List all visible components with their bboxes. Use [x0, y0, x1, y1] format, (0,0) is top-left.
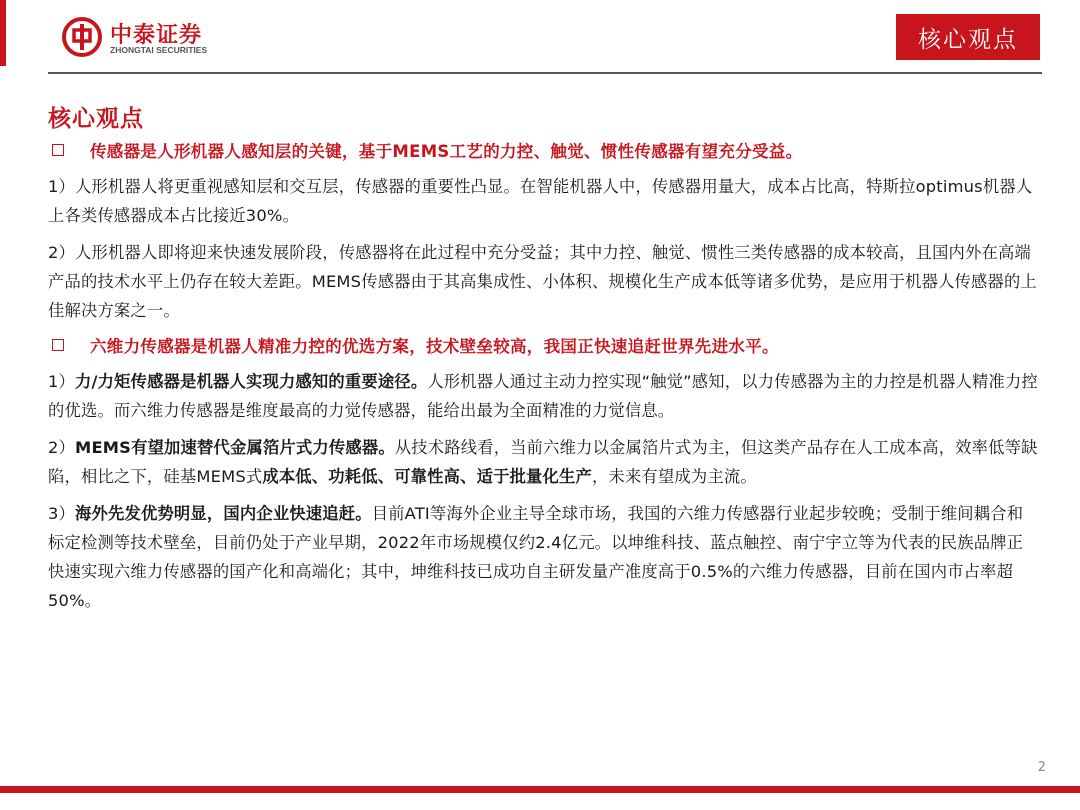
logo-mark-icon [62, 17, 102, 57]
paragraph-prefix: 1） [48, 372, 76, 391]
footer-bar [0, 786, 1080, 793]
square-bullet-icon [52, 144, 64, 156]
paragraph-prefix: 3） [48, 504, 76, 523]
paragraph-bold-lead: 力/力矩传感器是机器人实现力感知的重要途径。 [75, 372, 428, 391]
paragraph-bold-lead: MEMS有望加速替代金属箔片式力传感器。 [75, 438, 395, 457]
paragraph [48, 499, 1038, 615]
paragraph [48, 433, 1038, 491]
paragraph-bold-lead: 海外先发优势明显，国内企业快速追赶。 [75, 504, 372, 523]
company-logo [62, 17, 222, 61]
paragraph-text: 1）人形机器人将更重视感知层和交互层，传感器的重要性凸显。在智能机器人中，传感器用量大，成本占比高，特斯拉optimus机器人上各类传感器成本占比接近30%。 [48, 177, 1033, 225]
paragraph-text: 目前ATI等海外企业主导全球市场，我国的六维力传感器行业起步较晚；受制于维间耦合和标定检测等技术壁垒，目前仍处于产业早期，2022年市场规模仅约2.4亿元。以坤维科技、蓝点触控、南宁宇立等为代表的民族品牌正快速实现六维力传感器的国产化和高端化；其中，坤维科技已成功自主研发量产准度高于0.5%的六维力传感器，目前在国内市占率超50%。 [48, 504, 1024, 610]
bullet-heading [48, 333, 1038, 357]
paragraph-text: 人形机器人通过主动力控实现“触觉”感知，以力传感器为主的力控是机器人精准力控的优选。而六维力传感器是维度最高的力觉传感器，能给出最为全面精准的力觉信息。 [48, 372, 1038, 420]
paragraph-text: 2）人形机器人即将迎来快速发展阶段，传感器将在此过程中充分受益；其中力控、触觉、惯性三类传感器的成本较高，且国内外在高端产品的技术水平上仍存在较大差距。MEMS传感器由于其高集成性、小体积、规模化生产成本低等诸多优势，是应用于机器人传感器的上佳解决方案之一。 [48, 243, 1037, 320]
paragraph [48, 238, 1038, 325]
paragraph-prefix: 2） [48, 438, 76, 457]
left-accent-bar [0, 0, 6, 66]
content-body [48, 138, 1038, 623]
square-bullet-icon [52, 339, 64, 351]
bullet-heading-text: 传感器是人形机器人感知层的关键，基于MEMS工艺的力控、触觉、惯性传感器有望充分受益。 [90, 142, 803, 161]
section-title: 核心观点 [48, 106, 144, 132]
header-title-box: 核心观点 [896, 14, 1040, 60]
paragraph-text-tail: ，未来有望成为主流。 [591, 467, 757, 486]
paragraph-text: 从技术路线看，当前六维力以金属箔片式为主，但这类产品存在人工成本高，效率低等缺陷，相比之下，硅基MEMS式 [48, 438, 1038, 486]
bullet-heading-text: 六维力传感器是机器人精准力控的优选方案，技术壁垒较高，我国正快速追赶世界先进水平。 [90, 337, 779, 356]
paragraph [48, 367, 1038, 425]
page-number: 2 [1037, 760, 1046, 775]
bullet-heading [48, 138, 1038, 162]
header-divider [48, 72, 1042, 74]
paragraph-bold-inline: 成本低、功耗低、可靠性高、适于批量化生产 [262, 467, 592, 486]
logo-english-name: ZHONGTAI SECURITIES [110, 45, 208, 55]
paragraph [48, 172, 1038, 230]
logo-chinese-name: 中泰证券 [110, 23, 203, 48]
